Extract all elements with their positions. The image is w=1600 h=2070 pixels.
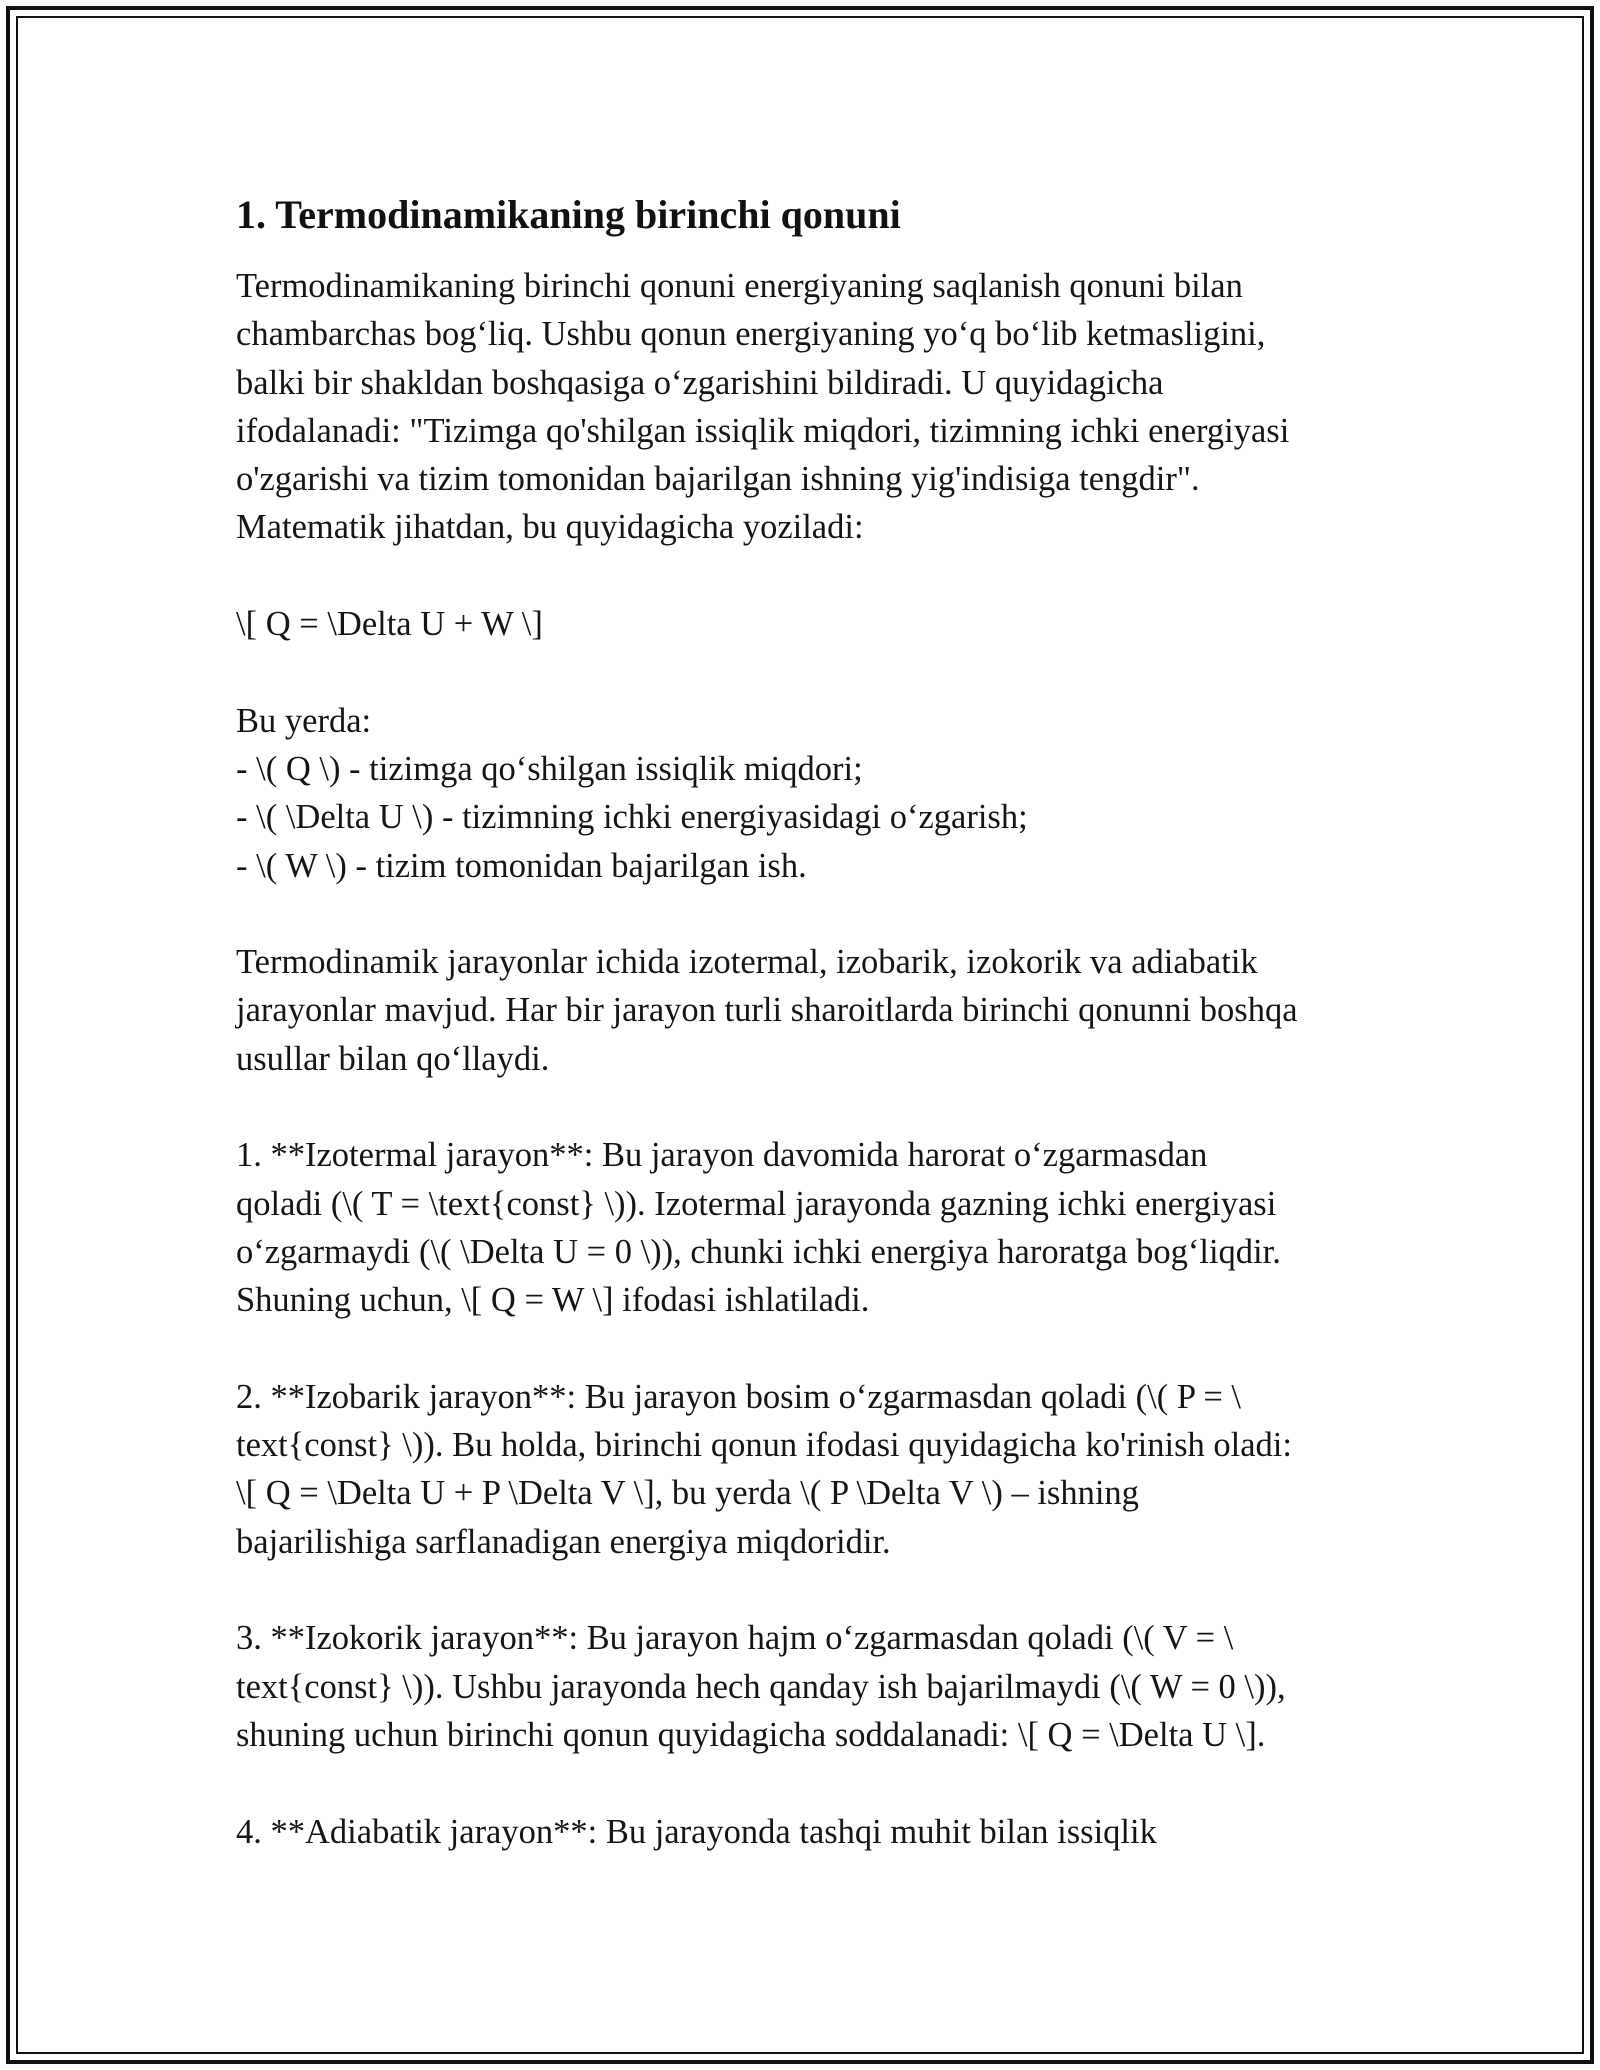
text-line: 3. **Izokorik jarayon**: Bu jarayon hajm o‘zgarmasdan qoladi (\( V = \ (236, 1619, 1234, 1658)
text-line: text{const} \)). Bu holda, birinchi qonun ifodasi quyidagicha ko'rinish oladi: (236, 1426, 1292, 1465)
text-line: bajarilishiga sarflanadigan energiya miqdoridir. (236, 1522, 891, 1561)
text-line: Termodinamik jarayonlar ichida izotermal, izobarik, izokorik va adiabatik (236, 943, 1258, 982)
text-line: shuning uchun birinchi qonun quyidagicha soddalanadi: \[ Q = \Delta U \]. (236, 1715, 1266, 1754)
paragraph-isochoric (236, 1614, 1386, 1759)
list-item: - \( Q \) - tizimga qo‘shilgan issiqlik miqdori; (236, 749, 863, 788)
text-line: balki bir shakldan boshqasiga o‘zgarishini bildiradi. U quyidagicha (236, 363, 1164, 402)
text-line: 2. **Izobarik jarayon**: Bu jarayon bosim o‘zgarmasdan qoladi (\( P = \ (236, 1377, 1242, 1416)
paragraph-intro (236, 262, 1386, 552)
text-line: Termodinamikaning birinchi qonuni energiyaning saqlanish qonuni bilan (236, 267, 1243, 305)
text-line: 4. **Adiabatik jarayon**: Bu jarayonda tashqi muhit bilan issiqlik (236, 1812, 1157, 1851)
paragraph-adiabatic (236, 1808, 1386, 1856)
text-line: o'zgarishi va tizim tomonidan bajarilgan ishning yig'indisiga tengdir". (236, 460, 1200, 499)
paragraph-processes (236, 938, 1386, 1083)
text-line: 1. **Izotermal jarayon**: Bu jarayon davomida harorat o‘zgarmasdan (236, 1136, 1208, 1175)
section-heading: 1. Termodinamikaning birinchi qonuni (236, 192, 901, 237)
paragraph-formula (236, 600, 1386, 648)
text-line: Bu yerda: (236, 701, 372, 740)
paragraph-isothermal (236, 1131, 1386, 1324)
text-line: Matematik jihatdan, bu quyidagicha yoziladi: (236, 508, 864, 547)
text-line: qoladi (\( T = \text{const} \)). Izotermal jarayonda gazning ichki energiyasi (236, 1184, 1277, 1223)
text-line: \[ Q = \Delta U + P \Delta V \], bu yerda \( P \Delta V \) – ishning (236, 1474, 1139, 1513)
list-item: - \( \Delta U \) - tizimning ichki energiyasidagi o‘zgarish; (236, 798, 1028, 837)
list-item: - \( W \) - tizim tomonidan bajarilgan ish. (236, 846, 807, 885)
text-line: jarayonlar mavjud. Har bir jarayon turli sharoitlarda birinchi qonunni boshqa (236, 991, 1298, 1030)
formula-line: \[ Q = \Delta U + W \] (236, 605, 543, 644)
text-line: o‘zgarmaydi (\( \Delta U = 0 \)), chunki ichki energiya haroratga bog‘liqdir. (236, 1232, 1281, 1271)
document-body (236, 180, 1386, 1904)
text-line: text{const} \)). Ushbu jarayonda hech qanday ish bajarilmaydi (\( W = 0 \)), (236, 1667, 1286, 1706)
paragraph-isobaric (236, 1373, 1386, 1566)
text-line: Shuning uchun, \[ Q = W \] ifodasi ishlatiladi. (236, 1281, 870, 1320)
text-line: usullar bilan qo‘llaydi. (236, 1039, 550, 1078)
paragraph-definitions (236, 697, 1386, 890)
text-line: ifodalanadi: "Tizimga qo'shilgan issiqlik miqdori, tizimning ichki energiyasi (236, 411, 1290, 450)
text-line: chambarchas bog‘liq. Ushbu qonun energiyaning yo‘q bo‘lib ketmasligini, (236, 315, 1266, 354)
